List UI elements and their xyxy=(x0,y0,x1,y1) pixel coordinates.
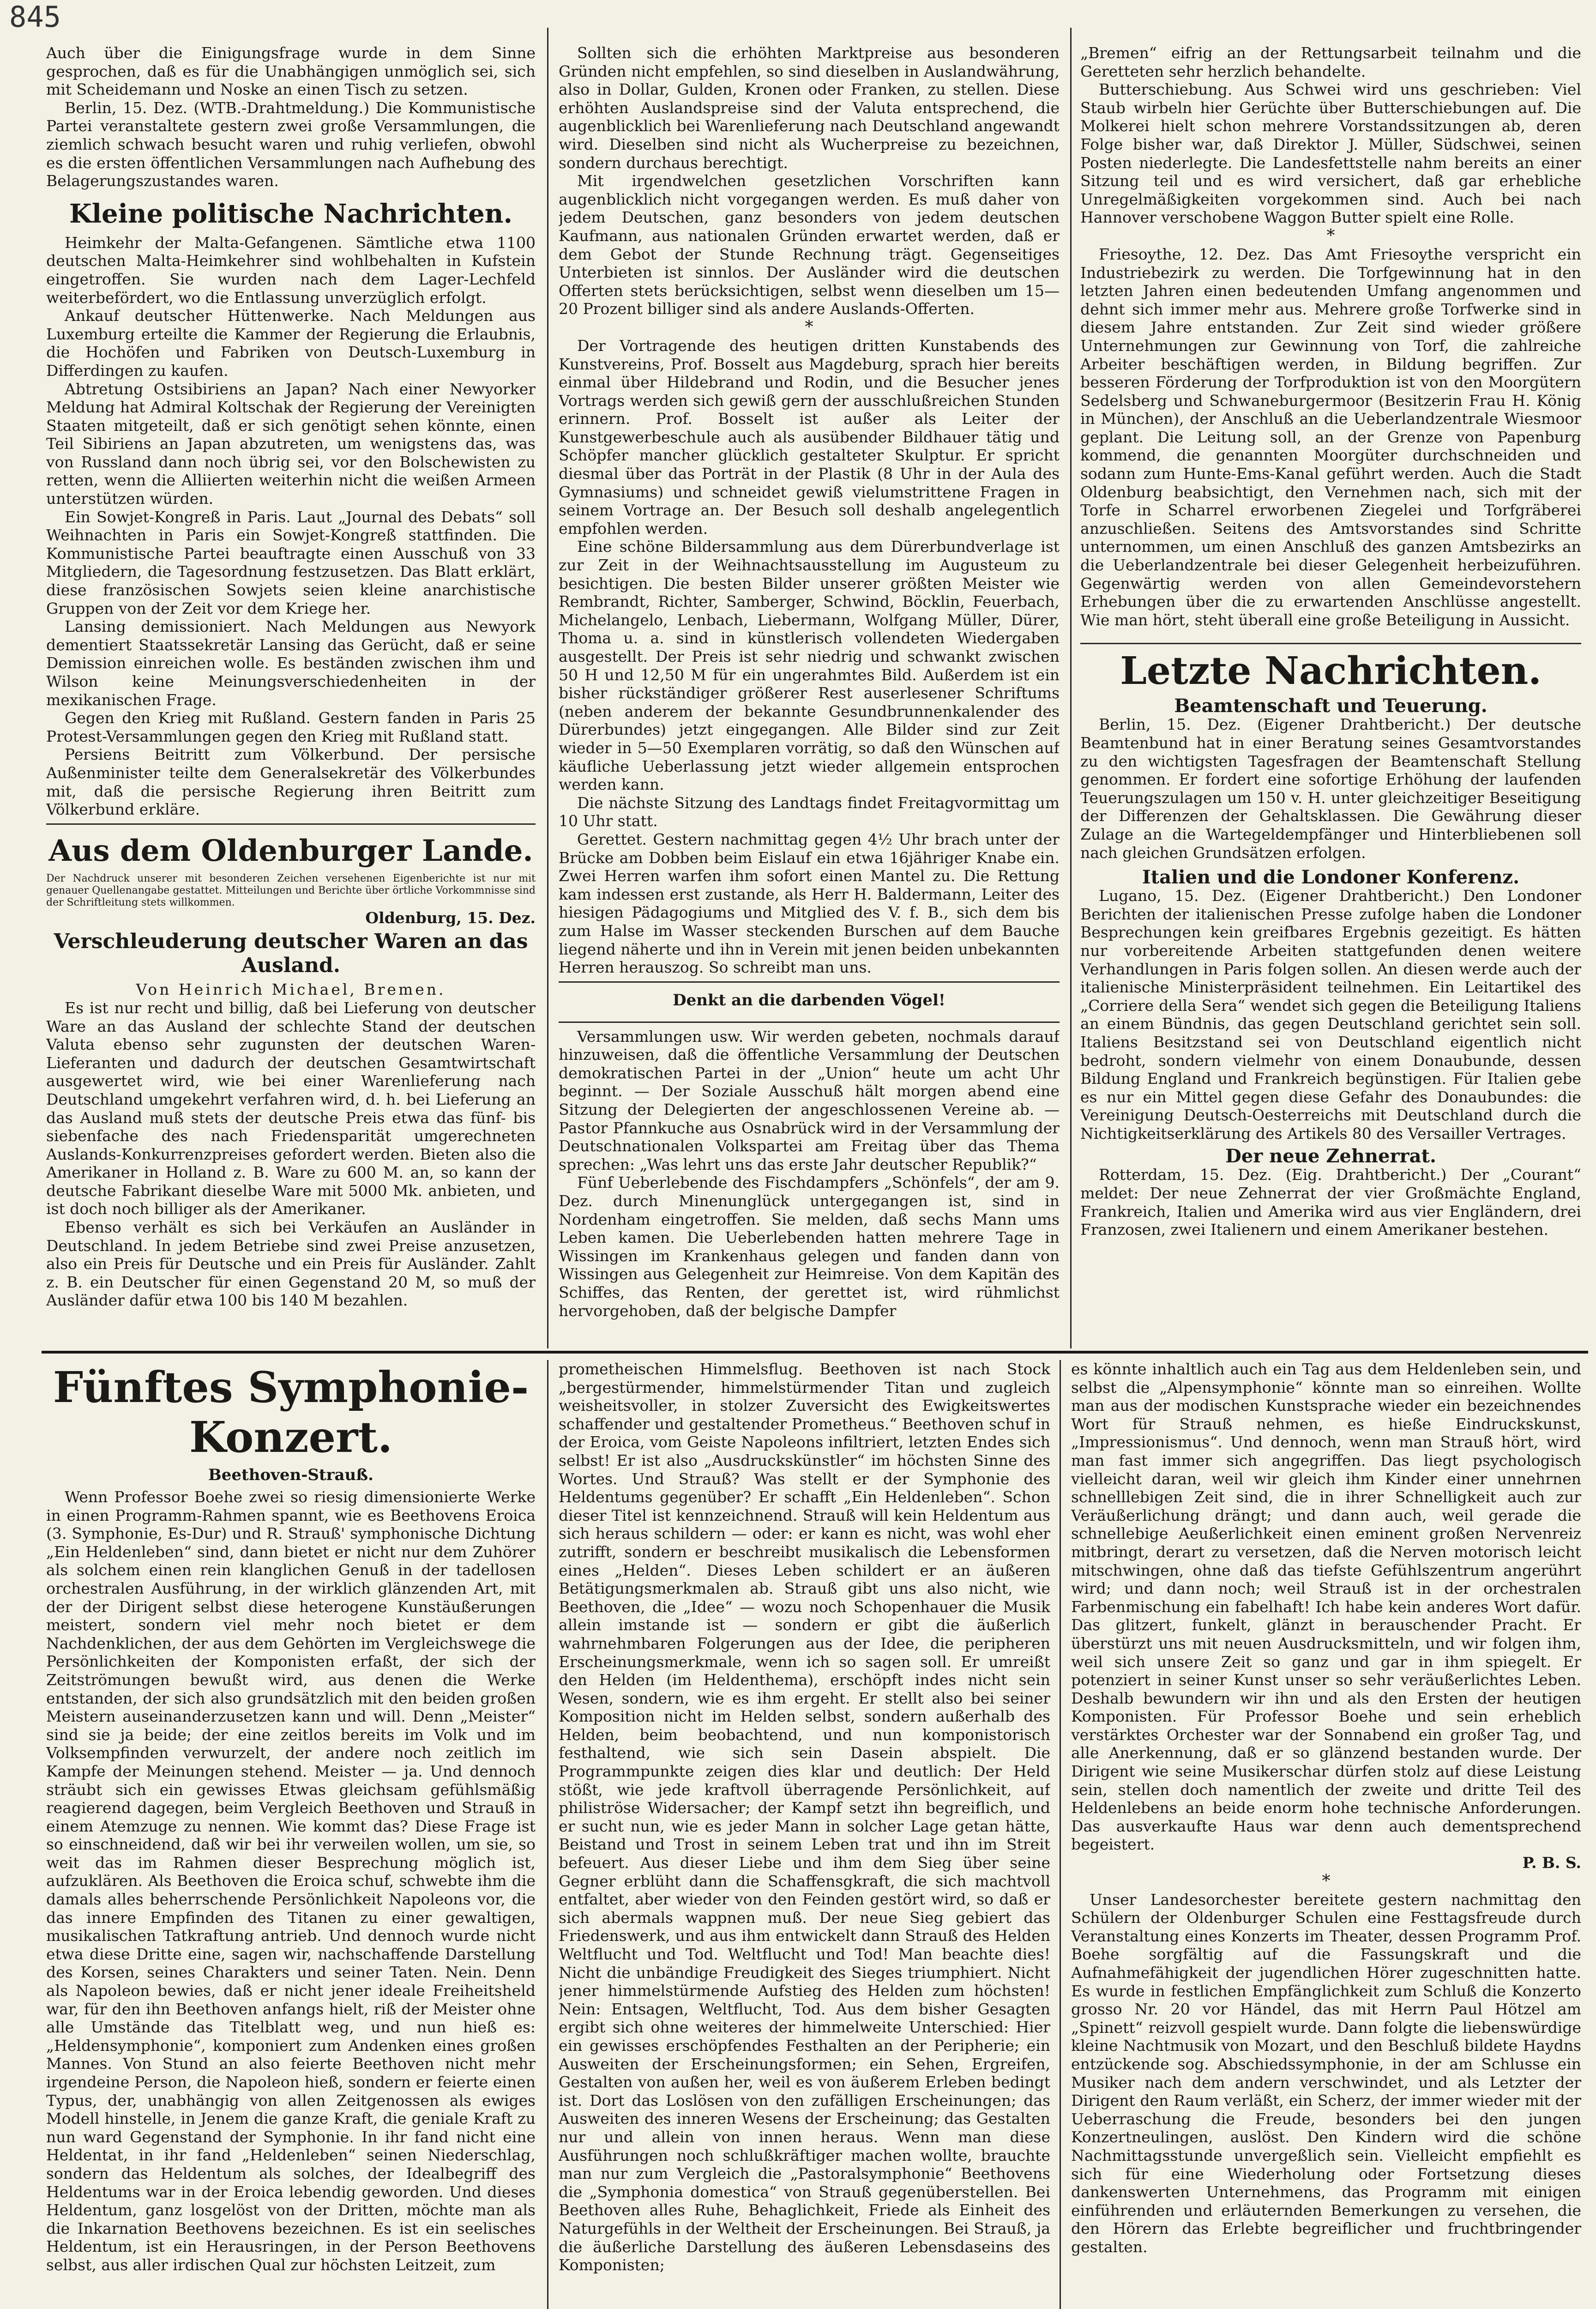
column-3 xyxy=(1080,44,1581,1351)
byline: Von Heinrich Michael, Bremen. xyxy=(136,980,446,999)
paragraph: Rotterdam, 15. Dez. (Eig. Drahtbericht.) Der „Courant“ meldet: Der neue Zehnerrat der vier Großmächte England, Frankreich, Italien und Amerika wird aus vier Engländern, drei Franzosen, zwei Italienern und einem Amerikaner bestehen. xyxy=(1080,1166,1581,1239)
article-heading: Beamtenschaft und Teuerung. xyxy=(1174,695,1488,717)
konzert-column-1 xyxy=(46,1358,536,2309)
paragraph: Der Vortragende des heutigen dritten Kunstabends des Kunstvereins, Prof. Bosselt aus Magdeburg, sprach hier bereits einmal über Hildebrand und Rodin, und die Besucher jenes Vortrags werden sich gewiß gern der ausschlußreichen Stunden erinnern. Prof. Bosselt ist außer als Leiter der Kunstgewerbeschule auch als ausübender Bildhauer tätig und Schöpfer mancher glücklich gestalteter Skulptur. Er spricht diesmal über das Porträt in der Plastik (8 Uhr in der Aula des Gymnasiums) und schneidet gewiß vielumstrittene Fragen in seinem Vortrage an. Der Besuch soll deshalb angelegentlich empfohlen werden. xyxy=(559,336,1060,538)
section-heading: Letzte Nachrichten. xyxy=(1120,649,1542,694)
paragraph: Friesoythe, 12. Dez. Das Amt Friesoythe verspricht ein Industriebezirk zu werden. Die Torfgewinnung hat in den letzten Jahren einen bedeutenden Umfang angenommen und dehnt sich immer mehr aus. Mehrere große Torfwerke sind in diesem Jahre entstanden. Zur Zeit sind wieder größere Unternehmungen zur Gewinnung von Torf, die zahlreiche Arbeiter beschäftigen werden, in Bildung begriffen. Zur besseren Förderung der Torfproduktion ist von den Moorgütern Sedelsberg und Schwaneburgermoor (Besitzerin Frau H. König in München), der Anschluß an die Ueberlandzentrale Wiesmoor geplant. Die Leitung soll, an der Grenze von Papenburg kommend, die genannten Moorgüter durchschneiden und sodann zum Hunte-Ems-Kanal geführt werden. Auch die Stadt Oldenburg beabsichtigt, den Vernehmen nach, sich mit der Torfe in Scharrel erworbenen Ziegelei und Torfgräberei anzuschließen. Seitens des Amtsvorstandes sind Schritte unternommen, um einen Anschluß des ganzen Amtsbezirks an die Ueberlandzentrale bei dieser Gelegenheit herbeizuführen. Gegenwärtig werden von allen Gemeindevorstehern Erhebungen über die zu erwartenden Anschlüsse angestellt. Wie man hört, steht überall eine große Beteiligung in Aussicht. xyxy=(1080,245,1581,629)
paragraph: Ein Sowjet-Kongreß in Paris. Laut „Journal des Debats“ soll Weihnachten in Paris ein Sowjet-Kongreß stattfinden. Die Kommunistische Partei beauftragte einen Ausschuß von 33 Mitgliedern, die Tagesordnung festzusetzen. Das Blatt erklärt, diese französischen Sowjets seien kleine anarchistische Gruppen von der Zeit vor dem Kriege her. xyxy=(46,508,536,617)
paragraph: Mit irgendwelchen gesetzlichen Vorschriften kann augenblicklich nicht vorgegangen werden. Es muß daher von jedem Deutschen, ganz besonders von jedem deutschen Kaufmann, aus nationalen Gründen erwartet werden, daß er dem Gebot der Stunde Rechnung trägt. Gegenseitiges Unterbieten ist sinnlos. Der Ausländer wird die deutschen Offerten stets berücksichtigen, selbst wenn dieselben um 15—20 Prozent billiger sind als andere Auslands-Offerten. xyxy=(559,172,1060,318)
paragraph: Lugano, 15. Dez. (Eigener Drahtbericht.) Den Londoner Berichten der italienischen Presse zufolge haben die Londoner Besprechungen kein greifbares Ergebnis gezeitigt. Es hätten nur vorbereitende Arbeiten stattgefunden denen weitere Verhandlungen in Paris folgen sollen. An diesen werde auch der italienische Ministerpräsident teilnehmen. Ein Leitartikel des „Corriere della Sera“ wendet sich gegen die Beteiligung Italiens an einem Bündnis, das gegen Deutschland gerichtet sein soll. Italiens Besitzstand sei von Deutschland eigentlich nicht bedroht, sondern vielmehr von einem Donaubunde, dessen Bildung England und Frankreich begünstigen. Für Italien gebe es nur ein Mittel gegen diese Gefahr des Donaubundes: die Vereinigung Deutsch-Oesterreichs mit Deutschland durch die Nichtigkeitserklärung des Artikels 80 des Versailler Vertrages. xyxy=(1080,887,1581,1142)
column-divider-1 xyxy=(547,28,548,1348)
divider xyxy=(559,1022,1060,1023)
paragraph: Sollten sich die erhöhten Marktpreise aus besonderen Gründen nicht empfehlen, so sind dieselben in Auslandwährung, also in Dollar, Gulden, Kronen oder Franken, zu stellen. Diese erhöhten Auslandspreise sind der Valuta entsprechend, die augenblicklich bei Warenlieferung nach Deutschland angewandt wird. Dieselben sind nicht als Wucherpreise zu bezeichnen, sondern durchaus berechtigt. xyxy=(559,44,1060,172)
paragraph: Unser Landesorchester bereitete gestern nachmittag den Schülern der Oldenburger Schulen eine Festtagsfreude durch Veranstaltung eines Konzerts im Theater, dessen Programm Prof. Boehe sorgfältig auf die Fassungskraft und die Aufnahmefähigkeit der jugendlichen Hörer zugeschnitten hatte. Es wurde in festlichen Empfänglichkeit zum Schluß die Konzerto grosso Nr. 20 vor Händel, das mit Herrn Paul Hötzel am „Spinett“ reizvoll gespielt wurde. Dann folgte die liebenswürdige kleine Nachtmusik von Mozart, und den Beschluß bildete Haydns entzückende sog. Abschiedssymphonie, in der am Schlusse ein Musiker nach dem andern verschwindet, und als Letzter der Dirigent den Raum verläßt, ein Scherz, der immer wieder mit der Ueberraschung die Freude, besonders bei den jungen Konzertneulingen, auslöst. Den Kindern wird die schöne Nachmittagsstunde unvergeßlich sein. Vielleicht empfiehlt es sich für eine Wiederholung oder Fortsetzung dieses dankenswerten Unternehmens, das Programm mit einigen einführenden und erläuternden Bemerkungen zu versehen, die den Hörern das Erlebte begreiflicher und fruchtbringender gestalten. xyxy=(1071,1890,1581,2256)
paragraph: Abtretung Ostsibiriens an Japan? Nach einer Newyorker Meldung hat Admiral Koltschak der Regierung der Vereinigten Staaten mitgeteilt, daß er sich genötigt sehen könnte, einen Teil Sibiriens an Japan abzutreten, um wenigstens das, was von Russland dann noch übrig sei, vor den Bolschewisten zu retten, wenn die Alliierten weiterhin nicht die weißen Armeen unterstützen würden. xyxy=(46,380,536,508)
article-heading: Der neue Zehnerrat. xyxy=(1225,1145,1436,1167)
divider xyxy=(559,981,1060,983)
paragraph: Butterschiebung. Aus Schwei wird uns geschrieben: Viel Staub wirbeln hier Gerüchte über Butterschiebungen auf. Die Molkerei hielt schon mehrere Vorstandssitzungen ab, deren Folge bisher war, daß Direktor J. Müller, Südschwei, seinen Posten niederlegte. Die Landesfettstelle nahm bereits an einer Sitzung teil und es wird versichert, daß gar erhebliche Unregelmäßigkeiten vorgekommen sind. Auch bei nach Hannover verschobene Waggon Butter spielt eine Rolle. xyxy=(1080,80,1581,227)
column-divider-2 xyxy=(1070,28,1072,1348)
paragraph: es könnte inhaltlich auch ein Tag aus dem Heldenleben sein, und selbst die „Alpensymphonie“ könnte man so einreihen. Wollte man aus der modischen Kunstsprache wieder ein bezeichnendes Wort für Strauß nehmen, es hieße Eindruckskunst, „Impressionismus“. Und dennoch, wenn man Strauß hört, wird man fast immer sich angegriffen. Das liegt psychologisch vielleicht daran, weil wir gleich ihm Kinder einer unnehrnen schnelllebigen Zeit sind, die in ihrer Schnelligkeit auch zur Veräußerlichung drängt; und dann auch, weil gerade die schnellebige Aeußerlichkeit einen eminent großen Nervenreiz mitbringt, derart zu versetzen, daß die Nerven motorisch leicht mitschwingen, ohne daß das tiefste Gefühlszentrum angerührt wird; und dann noch; weil Strauß ist in der orchestralen Farbenmischung ein fabelhaft! Ich habe kein anderes Wort dafür. Das glitzert, funkelt, glänzt in berauschender Pracht. Er überstürzt uns mit neuen Ausdrucksmitteln, und wir folgen ihm, weil sich unsere Zeit so ganz und gar in ihm spiegelt. Er potenziert in seiner Kunst unser so sehr veräußerlichtes Leben. Deshalb bewundern wir ihn und als den Ersten der heutigen Komponisten. Für Professor Boehe und sein erheblich verstärktes Orchester war der Sonnabend ein großer Tag, und alle Anerkennung, daß er so glänzend bestanden wurde. Der Dirigent wie seine Musikerschar dürfen stolz auf diese Leistung sein, stellen doch namentlich der zweite und dritte Teil des Heldenlebens an beide enorm hohe technische Anforderungen. Das ausverkaufte Haus war denn auch dementsprechend begeistert. xyxy=(1071,1360,1581,1854)
paragraph: Wenn Professor Boehe zwei so riesig dimensionierte Werke in einen Programm-Rahmen spannt, wie es Beethovens Eroica (3. Symphonie, Es-Dur) und R. Strauß' symphonische Dichtung „Ein Heldenleben“ sind, dann bietet er nicht nur dem Zuhörer als solchem einen rein klanglichen Genuß in der tadellosen orchestralen Ausführung, in der wirklich glänzenden Art, mit der der Dirigent selbst diese heterogene Kunstäußerungen meistert, sondern viel mehr noch bietet er dem Nachdenklichen, der aus dem Gehörten im Vergleichswege die Persönlichkeiten der Komponisten erfaßt, der sich der Zeitströmungen bewußt wird, aus denen die Werke entstanden, der sich also grundsätzlich mit den beiden großen Meistern auseinanderzusetzen kann und will. Denn „Meister“ sind sie ja beide; der eine zeitlos bereits im Volk und im Volksempfinden verwurzelt, der andere noch zeitlich im Kampfe der Meinungen stehend. Meister — ja. Und dennoch sträubt sich ein gewisses Etwas gleichsam gefühlsmäßig reagierend dagegen, beim Vergleich Beethoven und Strauß in einem Atemzuge zu nennen. Wie kommt das? Diese Frage ist so einschneidend, daß wir bei ihr verweilen wollen, um sie, so weit das im Rahmen dieser Besprechung möglich ist, aufzuklären. Als Beethoven die Eroica schuf, schwebte ihm die damals alles beherrschende Persönlichkeit Napoleons vor, die das innere Empfinden des Titanen zu einer gewaltigen, musikalischen Tatkraftung antrieb. Und dennoch wurde nicht etwa diese Dritte eine, sagen wir, nachschaffende Darstellung des Korsen, seines Charakters und seiner Taten. Nein. Denn als Napoleon bewies, daß er nicht jener ideale Freiheitsheld war, für den ihn Beethoven anfangs hielt, riß der Meister ohne alle Umstände das Titelblatt weg, und nun hieß es: „Heldensymphonie“, komponiert zum Andenken eines großen Mannes. Von Stund an also feierte Beethoven nicht mehr irgendeine Person, die Napoleon hieß, sondern er feierte einen Typus, der, unabhängig von allen Zeitgenossen als ewiges Modell hinstelle, in Jenem die ganze Kraft, die geniale Kraft zu nun ward Gegenstand der Symphonie. In ihr fand nicht eine Heldentat, in ihr fand „Heldenleben“ seinen Niederschlag, sondern das Heldentum als solches, der Idealbegriff des Heldentums war in der Eroica lebendig geworden. Und dieses Heldentum, ganz losgelöst von der Dritten, möchte man als die Inkarnation Beethovens bezeichnen. Es ist ein seelisches Heldentum, ist ein Herausringen, in der Person Beethovens selbst, aus aller irdischen Qual zur höchsten Leitzeit, zum xyxy=(46,1488,536,2274)
paragraph: Versammlungen usw. Wir werden gebeten, nochmals darauf hinzuweisen, daß die öffentliche Versammlung der Deutschen demokratischen Partei in der „Union“ heute um acht Uhr beginnt. — Der Soziale Ausschuß hält morgen abend eine Sitzung der Delegierten der angeschlossenen Vereine ab. — Pastor Pfannkuche aus Osnabrück wird in der Versammlung der Deutschnationalen Volkspartei am Freitag über das Thema sprechen: „Was lehrt uns das erste Jahr deutscher Republik?“ xyxy=(559,1027,1060,1173)
paragraph: Ankauf deutscher Hüttenwerke. Nach Meldungen aus Luxemburg erteilte die Kammer der Regierung die Erlaubnis, die Hochöfen und Fabriken von Deutsch-Luxemburg in Differdingen zu kaufen. xyxy=(46,307,536,380)
paragraph: Die nächste Sitzung des Landtags findet Freitagvormittag um 10 Uhr statt. xyxy=(559,793,1060,830)
paragraph: Ebenso verhält es sich bei Verkäufen an Ausländer in Deutschland. In jedem Betriebe sind zwei Preise anzusetzen, also ein Preis für Deutsche und ein Preis für Ausländer. Zahlt z. B. ein Deutscher für einen Gegenstand 20 M, so muß der Ausländer dafür etwa 100 bis 140 M bezahlen. xyxy=(46,1218,536,1310)
article-heading: Denkt an die darbenden Vögel! xyxy=(673,991,946,1009)
paragraph: Berlin, 15. Dez. (Eigener Drahtbericht.) Der deutsche Beamtenbund hat in einer Beratung seines Gesamtvorstandes zu den wichtigsten Tagesfragen der Beamtenschaft Stellung genommen. Er fordert eine sofortige Erhöhung der laufenden Teuerungszulagen um 150 v. H. unter gleichzeitiger Beseitigung der Differenzen der Gehaltsklassen. Die Gewährung dieser Zulage an die Wartegeldempfänger und Hinterbliebenen soll nach gleichen Grundsätzen erfolgen. xyxy=(1080,715,1581,862)
paragraph: „Bremen“ eifrig an der Rettungsarbeit teilnahm und die Geretteten sehr herzlich behandelte. xyxy=(1080,44,1581,80)
separator-star: * xyxy=(1326,226,1335,245)
column-divider-4 xyxy=(1060,1360,1061,2309)
divider xyxy=(46,823,536,825)
column-2 xyxy=(559,44,1060,1351)
paragraph: Persiens Beitritt zum Völkerbund. Der persische Außenminister teilte dem Generalsekretär des Völkerbundes mit, daß die persische Regierung ihren Beitritt zum Völkerbund erkläre. xyxy=(46,745,536,819)
paragraph: Fünf Ueberlebende des Fischdampfers „Schönfels“, der am 9. Dez. durch Minenunglück untergegangen ist, sind in Nordenham eingetroffen. Sie melden, daß sechs Mann ums Leben kamen. Die Ueberlebenden hatten mehrere Tage in Wissingen im Krankenhaus gelegen und fanden dann von Wissingen aus Gelegenheit zur Heimreise. Von dem Kapitän des Schiffes, das Renten, der gerettet ist, wird rühmlichst hervorgehoben, daß der belgische Dampfer xyxy=(559,1173,1060,1320)
separator-star: * xyxy=(1322,1871,1331,1891)
paragraph: prometheischen Himmelsflug. Beethoven ist nach Stock „bergestürmender, himmelstürmender Titan und zugleich weisheitsvoller, in stolzer Zuversicht des Ewigkeitswertes schaffender und gestaltender Prometheus.“ Beethoven schuf in der Eroica, vom Geiste Napoleons infiltriert, letzten Endes sich selbst! Er ist also „Ausdruckskünstler“ im höchsten Sinne des Wortes. Und Strauß? Was stellt er der Symphonie des Heldentums gegenüber? Er schafft „Ein Heldenleben“. Schon dieser Titel ist kennzeichnend. Strauß will kein Heldentum aus sich heraus schildern — oder: er kann es nicht, was wohl eher zutrifft, sondern er beschreibt musikalisch die Lebensformen eines „Helden“. Dieses Leben schildert er an äußeren Betätigungsmerkmalen ab. Strauß gibt uns also nicht, wie Beethoven, die „Idee“ — wozu noch Schopenhauer die Musik allein imstande ist — sondern er gibt die äußerlich wahrnehmbaren Folgerungen aus der Idee, die peripheren Erscheinungsmerkmale, wenn ich so sagen soll. Er umreißt den Helden (im Heldenthema), erschöpft indes nicht sein Wesen, sondern, wie es ihm ergeht. Er stellt also bei seiner Komposition nicht im Helden selbst, sondern außerhalb des Helden, beim beobachtend, und nun komponistorisch festhaltend, wie sich sein Dasein abspielt. Die Programmpunkte zeigen dies klar und deutlich: Der Held stößt, wie jede kraftvoll überragende Persönlichkeit, auf philiströse Widersacher; der Kampf setzt ihn begreiflich, und er sucht nun, wie es jeder Mann in solcher Lage getan hätte, Beistand und Trost in seinem Leben trat und ihn im Streit befeuert. Aus dieser Liebe und ihm dem Sieg über seine Gegner erblüht dann die Schaffensgkraft, die sich machtvoll entfaltet, aber wieder von den Feinden gestört wird, so daß er sich abermals wappnen muß. Der neue Sieg gebiert das Friedenswerk, und aus ihm entwickelt dann Strauß des Helden Weltflucht und Tod. Weltflucht und Tod! Man beachte dies! Nicht die unbändige Freudigkeit des Sieges triumphiert. Nicht jener himmelstürmende Aufstieg des Helden zum höchsten! Nein: Entsagen, Weltflucht, Tod. Aus dem bisher Gesagten ergibt sich ohne weiteres der himmelweite Unterschied: Hier ein gewisses erschöpfendes Festhalten an der Peripherie; ein Ausweiten der Erscheinungsformen; ein Sehen, Ergreifen, Gestalten von außen her, weil es von äußerem Erleben bedingt ist. Dort das Loslösen von den zufälligen Erscheinungen; das Ausweiten des inneren Wesens der Erscheinung; das Gestalten nur und allein von innen heraus. Wenn man diese Ausführungen noch schlußkräftiger machen wollte, brauchte man nur zum Vergleich die „Pastoralsymphonie“ Beethovens die „Symphonia domestica“ von Strauß gegenüberstellen. Bei Beethoven alles Ruhe, Behaglichkeit, Friede als Einheit des Naturgefühls in der Weltheit der Erscheinungen. Bei Strauß, ja die äußerliche Darstellung des äußeren Lebensdaseins des Komponisten; xyxy=(559,1360,1050,2274)
paragraph: Es ist nur recht und billig, daß bei Lieferung von deutscher Ware an das Ausland der schlechte Stand der deutschen Valuta ebenso sehr zugunsten der deutschen Waren-Lieferanten und dadurch der deutschen Gesamtwirtschaft ausgewertet wird, wie bei einer Warenlieferung nach Deutschland umgekehrt verfahren wird, d. h. bei Lieferung an das Ausland muß stets der deutsche Preis etwa das fünf- bis siebenfache des nach Friedensparität umgerechneten Auslands-Konkurrenzpreises gefordert werden. Bieten also die Amerikaner in Holland z. B. Ware zu 600 M. an, so kann der deutsche Fabrikant dieselbe Ware mit 5000 Mk. anbieten, und ist doch noch billiger als der Amerikaner. xyxy=(46,998,536,1218)
paragraph: Auch über die Einigungsfrage wurde in dem Sinne gesprochen, daß es für die Unabhängigen unmöglich sei, sich mit Scheidemann und Noske an einen Tisch zu setzen. xyxy=(46,44,536,99)
feuilleton-heading: Fünftes Symphonie-Konzert. xyxy=(53,1362,529,1462)
paragraph: Lansing demissioniert. Nach Meldungen aus Newyork dementiert Staatssekretär Lansing das Gerücht, daß er seine Demission einreichen wolle. Es beständen zwischen ihm und Wilson keine Meinungsverschiedenheiten in der mexikanischen Frage. xyxy=(46,617,536,709)
article-heading: Italien und die Londoner Konferenz. xyxy=(1142,866,1520,889)
konzert-column-3 xyxy=(1071,1360,1581,2309)
paragraph: Gerettet. Gestern nachmittag gegen 4½ Uhr brach unter der Brücke am Dobben beim Eislauf ein etwa 16jähriger Knabe ein. Zwei Herren warfen ihm sofort einen Mantel zu. Die Rettung kam indessen erst zustande, als Herr H. Baldermann, Leiter des hiesigen Pädagogiums und Mitglied des V. f. B., sich dem bis zum Halse im Wasser steckenden Burschen auf dem Bauche liegend näherte und ihn in Verein mit jenen beiden unbekannten Herren herauszog. So schreibt man uns. xyxy=(559,830,1060,977)
paragraph: Berlin, 15. Dez. (WTB.-Drahtmeldung.) Die Kommunistische Partei veranstaltete gestern zwei große Versammlungen, die ziemlich schwach besucht waren und ruhig verliefen, obwohl es die ersten öffentlichen Versammlungen nach Aufhebung des Belagerungszustandes waren. xyxy=(46,98,536,190)
divider xyxy=(1080,643,1581,644)
section-heading: Kleine politische Nachrichten. xyxy=(69,198,512,229)
section-heading: Aus dem Oldenburger Lande. xyxy=(48,833,533,868)
article-heading: Verschleuderung deutscher Waren an das Ausland. xyxy=(54,930,528,978)
paragraph: Heimkehr der Malta-Gefangenen. Sämtliche etwa 1100 deutschen Malta-Heimkehrer sind wohlbehalten in Kufstein eingetroffen. Sie wurden nach dem Lager-Lechfeld weiterbefördert, wo die Entlassung unverzüglich erfolgt. xyxy=(46,233,536,307)
feuilleton-subheading: Beethoven-Strauß. xyxy=(208,1466,373,1484)
signature: P. B. S. xyxy=(1522,1854,1581,1872)
editorial-note: Der Nachdruck unserer mit besonderen Zeichen versehenen Eigenberichte ist nur mit genauer Quellenangabe gestattet. Mitteilungen und Berichte über örtliche Vorkommnisse sind der Schriftleitung stets willkommen. xyxy=(46,872,536,908)
dateline: Oldenburg, 15. Dez. xyxy=(365,908,536,927)
section-divider xyxy=(42,1351,1588,1354)
separator-star: * xyxy=(805,317,813,337)
paragraph: Gegen den Krieg mit Rußland. Gestern fanden in Paris 25 Protest-Versammlungen gegen den Krieg mit Rußland statt. xyxy=(46,709,536,745)
column-divider-3 xyxy=(547,1360,548,2309)
konzert-column-2 xyxy=(559,1360,1050,2309)
page-number: 845 xyxy=(9,0,61,34)
paragraph: Eine schöne Bildersammlung aus dem Dürerbundverlage ist zur Zeit in der Weihnachtsausstellung im Augusteum zu besichtigen. Die besten Bilder unserer größten Meister wie Rembrandt, Richter, Samberger, Schwind, Böcklin, Feuerbach, Michelangelo, Lenbach, Liebermann, Wolfgang Müller, Dürer, Thoma u. a. sind in künstlerisch vollendeten Wiedergaben ausgestellt. Der Preis ist sehr niedrig und schwankt zwischen 50 H und 12,50 M für ein ungerahmtes Bild. Außerdem ist ein bisher rückständiger größerer Rest auserlesener Schriftums (neben anderem der bekannte Gesundbrunnenkalender des Dürerbundes) jetzt eingegangen. Alle Bilder sind zur Zeit wieder in 5—50 Exemplaren vorrätig, so daß den Wünschen auf käufliche Ueberlassung jetzt wieder allgemein entsprochen werden kann. xyxy=(559,538,1060,794)
column-1 xyxy=(46,44,536,1351)
